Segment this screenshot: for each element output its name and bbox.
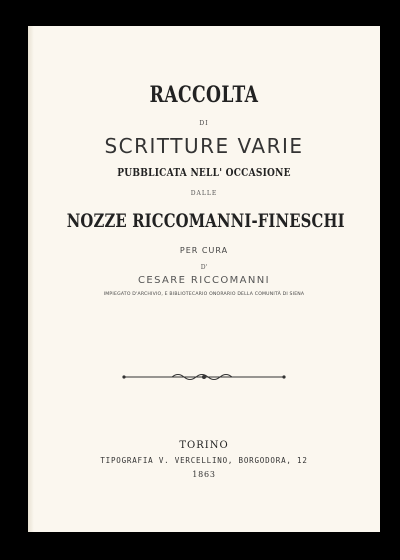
occasion-line: PUBBLICATA NELL' OCCASIONE — [117, 166, 291, 179]
author-role: IMPIEGATO D'ARCHIVIO, E BIBLIOTECARIO ONORARIO DELLA COMUNITÀ DI SIENA — [103, 292, 305, 297]
connector-dalle: DALLE — [190, 190, 218, 197]
title-page — [28, 26, 380, 532]
imprint-city: TORINO — [179, 440, 229, 451]
imprint-year: 1863 — [192, 470, 216, 479]
book-subtitle: SCRITTURE VARIE — [104, 134, 304, 158]
wedding-line: NOZZE RICCOMANNI-FINESCHI — [66, 210, 345, 232]
per-cura-line: PER CURA — [179, 246, 229, 255]
connector-d: D' — [200, 264, 208, 271]
author-name: CESARE RICCOMANNI — [137, 275, 271, 286]
ornament-rule — [120, 372, 288, 382]
title-connector-di: DI — [199, 120, 209, 127]
imprint-printer: TIPOGRAFIA V. VERCELLINO, BORGODORA, 12 — [100, 456, 308, 465]
book-title: RACCOLTA — [149, 82, 259, 108]
